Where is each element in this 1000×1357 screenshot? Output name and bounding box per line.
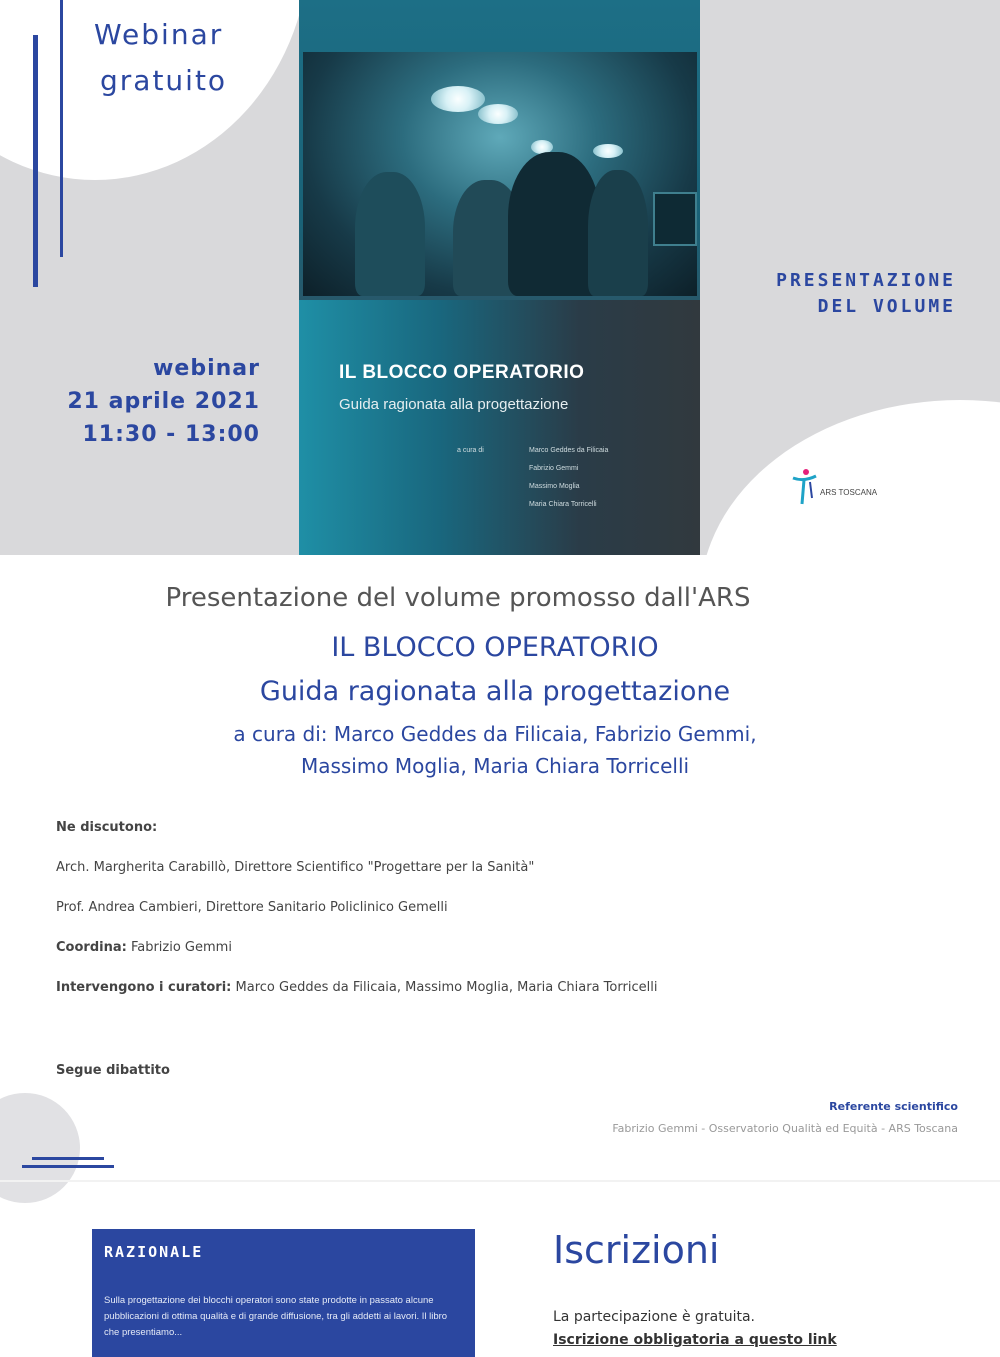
surgical-lamp [593,144,623,158]
decorative-line [22,1165,114,1168]
razionale-box [92,1229,475,1357]
decorative-bar [60,0,63,257]
event-date [60,352,260,451]
cover-editor: Massimo Moglia [529,483,580,490]
referente-label: Referente scientifico [829,1100,958,1113]
pres-line: DEL VOLUME [817,296,956,317]
cover-editors-label: a cura di [457,447,484,454]
cover-subtitle: Guida ragionata alla progettazione [339,396,569,413]
referente-text: Fabrizio Gemmi - Osservatorio Qualità ed Equità - ARS Toscana [612,1122,958,1135]
surgeon-figure [588,170,648,296]
book-editors: a cura di: Marco Geddes da Filicaia, Fabrizio Gemmi, [233,722,757,746]
razionale-title: RAZIONALE [104,1243,204,1261]
cover-gradient-band [299,300,700,555]
speaker: Prof. Andrea Cambieri, Direttore Sanitario Policlinico Gemelli [56,900,448,915]
cover-editor: Maria Chiara Torricelli [529,501,597,508]
curators-label: Intervengono i curatori: [56,980,232,995]
logo-text: ARS TOSCANA [820,488,878,497]
webinar-title [94,12,227,104]
coordinator-label: Coordina: [56,940,127,955]
coordinator [56,940,232,955]
speaker: Arch. Margherita Carabillò, Direttore Scientifico "Progettare per la Sanità" [56,860,535,875]
surgeon-figure [508,152,600,296]
cover-editors-names [529,442,608,514]
decorative-bar [33,35,38,287]
pres-line: PRESENTAZIONE [776,270,956,291]
time-line: 11:30 - 13:00 [82,422,260,447]
webinar-line: Webinar [94,18,224,51]
registration-link[interactable]: Iscrizione obbligatoria a questo link [553,1332,837,1348]
operating-room-photo [303,52,697,296]
monitor-equipment [653,192,697,246]
iscrizioni-text: La partecipazione è gratuita. [553,1309,756,1325]
webinar-line: gratuito [100,64,228,97]
cover-editor: Fabrizio Gemmi [529,465,579,472]
decorative-circle [0,1093,80,1203]
main-heading: Presentazione del volume promosso dall'ARS [165,583,751,613]
hero-banner [0,0,1000,555]
book-title: IL BLOCCO OPERATORIO [331,632,659,663]
iscrizioni-title: Iscrizioni [553,1228,720,1272]
date-line: 21 aprile 2021 [67,389,260,414]
surgical-lamp [431,86,485,112]
book-cover [299,0,700,555]
cover-title: IL BLOCCO OPERATORIO [339,362,585,383]
coordinator-name: Fabrizio Gemmi [130,940,232,955]
razionale-text: Sulla progettazione dei blocchi operatori sono state prodotte in passato alcune pubblicazioni di ottima qualità e di grande diffusione, tra gli addetti ai lavori. Il libro che presentiamo... [104,1295,448,1338]
section-divider [0,1180,1000,1182]
surgeon-figure [355,172,425,296]
cover-editor: Marco Geddes da Filicaia [529,447,609,454]
discussants-label: Ne discutono: [56,820,158,835]
book-subtitle: Guida ragionata alla progettazione [259,676,731,707]
decorative-line [32,1157,104,1160]
presentation-label [720,268,956,320]
date-line: webinar [153,356,260,381]
book-editors: Massimo Moglia, Maria Chiara Torricelli [300,754,690,778]
surgical-lamp [478,104,518,124]
closing-note: Segue dibattito [56,1063,170,1078]
ars-logo [792,468,902,508]
ars-logo-icon [792,468,818,508]
curators-names: Marco Geddes da Filicaia, Massimo Moglia, Maria Chiara Torricelli [235,980,658,995]
curators [56,980,657,995]
